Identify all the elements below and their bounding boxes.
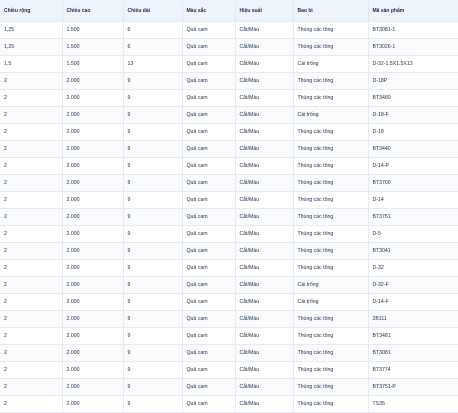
cell-length: 9	[123, 192, 182, 209]
cell-length: 9	[123, 209, 182, 226]
cell-height: 2.000	[62, 90, 123, 107]
cell-product-code: D-18P	[368, 73, 458, 90]
cell-packaging: Thùng các tông	[293, 396, 368, 413]
cell-color: Quả cam	[182, 277, 235, 294]
cell-width: 2	[0, 209, 62, 226]
cell-length: 9	[123, 396, 182, 413]
cell-product-code: D-14-P	[368, 158, 458, 175]
cell-product-code: 2B111	[368, 311, 458, 328]
cell-height: 2.000	[62, 379, 123, 396]
cell-product-code: BT3081	[368, 345, 458, 362]
table-body	[0, 22, 458, 413]
cell-height: 2.000	[62, 328, 123, 345]
cell-height: 1.500	[62, 22, 123, 39]
cell-length: 9	[123, 260, 182, 277]
cell-length: 9	[123, 90, 182, 107]
cell-packaging: Cái trống	[293, 277, 368, 294]
cell-width: 1,25	[0, 39, 62, 56]
cell-height: 2.000	[62, 124, 123, 141]
cell-packaging: Thùng các tông	[293, 209, 368, 226]
cell-color: Quả cam	[182, 124, 235, 141]
cell-color: Quả cam	[182, 192, 235, 209]
cell-product-code: D-32-1.5X1.5X13	[368, 56, 458, 73]
cell-product-code: D-14	[368, 192, 458, 209]
cell-width: 2	[0, 328, 62, 345]
cell-height: 2.000	[62, 192, 123, 209]
cell-color: Quả cam	[182, 73, 235, 90]
cell-product-code: BT3751	[368, 209, 458, 226]
cell-performance: Cắt/Màu	[235, 56, 293, 73]
cell-height: 2.000	[62, 243, 123, 260]
table-row	[0, 56, 458, 73]
header-product-code: Mã sản phẩm	[368, 0, 458, 22]
cell-packaging: Thùng các tông	[293, 73, 368, 90]
cell-width: 2	[0, 243, 62, 260]
cell-color: Quả cam	[182, 141, 235, 158]
cell-packaging: Thùng các tông	[293, 175, 368, 192]
cell-product-code: D-5	[368, 226, 458, 243]
cell-packaging: Thùng các tông	[293, 22, 368, 39]
cell-performance: Cắt/Màu	[235, 209, 293, 226]
cell-height: 2.000	[62, 158, 123, 175]
cell-color: Quả cam	[182, 243, 235, 260]
cell-performance: Cắt/Màu	[235, 362, 293, 379]
cell-width: 2	[0, 277, 62, 294]
cell-height: 2.000	[62, 277, 123, 294]
cell-width: 2	[0, 141, 62, 158]
cell-packaging: Cái trống	[293, 107, 368, 124]
cell-color: Quả cam	[182, 90, 235, 107]
cell-length: 9	[123, 141, 182, 158]
cell-length: 9	[123, 294, 182, 311]
cell-performance: Cắt/Màu	[235, 226, 293, 243]
cell-performance: Cắt/Màu	[235, 396, 293, 413]
cell-performance: Cắt/Màu	[235, 22, 293, 39]
cell-packaging: Thùng các tông	[293, 362, 368, 379]
cell-product-code: BT3751-P	[368, 379, 458, 396]
cell-width: 2	[0, 107, 62, 124]
cell-packaging: Thùng các tông	[293, 243, 368, 260]
table-row	[0, 141, 458, 158]
cell-packaging: Cái trống	[293, 56, 368, 73]
table-row	[0, 209, 458, 226]
table-row	[0, 362, 458, 379]
table-row	[0, 107, 458, 124]
cell-height: 2.000	[62, 226, 123, 243]
cell-product-code: BT3081-1	[368, 22, 458, 39]
header-performance: Hiệu suất	[235, 0, 293, 22]
cell-length: 6	[123, 22, 182, 39]
cell-performance: Cắt/Màu	[235, 107, 293, 124]
cell-product-code: TS35	[368, 396, 458, 413]
cell-performance: Cắt/Màu	[235, 345, 293, 362]
cell-product-code: D-32	[368, 260, 458, 277]
cell-product-code: D-18-F	[368, 107, 458, 124]
cell-packaging: Thùng các tông	[293, 260, 368, 277]
cell-length: 9	[123, 158, 182, 175]
cell-color: Quả cam	[182, 107, 235, 124]
table-row	[0, 226, 458, 243]
cell-packaging: Thùng các tông	[293, 90, 368, 107]
table-row	[0, 396, 458, 413]
cell-performance: Cắt/Màu	[235, 73, 293, 90]
cell-length: 9	[123, 107, 182, 124]
table-row	[0, 22, 458, 39]
header-width: Chiều rộng	[0, 0, 62, 22]
cell-performance: Cắt/Màu	[235, 175, 293, 192]
table-row	[0, 243, 458, 260]
cell-product-code: D-14-F	[368, 294, 458, 311]
cell-performance: Cắt/Màu	[235, 379, 293, 396]
cell-width: 2	[0, 124, 62, 141]
cell-width: 2	[0, 362, 62, 379]
cell-product-code: BT3774	[368, 362, 458, 379]
cell-length: 9	[123, 73, 182, 90]
cell-color: Quả cam	[182, 260, 235, 277]
table-header-row	[0, 0, 458, 22]
cell-color: Quả cam	[182, 22, 235, 39]
cell-color: Quả cam	[182, 175, 235, 192]
cell-color: Quả cam	[182, 294, 235, 311]
cell-performance: Cắt/Màu	[235, 294, 293, 311]
table-row	[0, 175, 458, 192]
cell-height: 2.000	[62, 107, 123, 124]
cell-color: Quả cam	[182, 56, 235, 73]
cell-performance: Cắt/Màu	[235, 158, 293, 175]
table-row	[0, 158, 458, 175]
table-row	[0, 39, 458, 56]
cell-width: 2	[0, 158, 62, 175]
cell-performance: Cắt/Màu	[235, 277, 293, 294]
cell-length: 9	[123, 277, 182, 294]
cell-color: Quả cam	[182, 209, 235, 226]
cell-packaging: Thùng các tông	[293, 379, 368, 396]
cell-color: Quả cam	[182, 345, 235, 362]
cell-product-code: BT3700	[368, 175, 458, 192]
cell-height: 1.500	[62, 39, 123, 56]
cell-length: 9	[123, 175, 182, 192]
cell-height: 1.500	[62, 56, 123, 73]
cell-width: 2	[0, 226, 62, 243]
cell-length: 9	[123, 379, 182, 396]
cell-product-code: BT3481	[368, 328, 458, 345]
cell-height: 2.000	[62, 396, 123, 413]
cell-length: 13	[123, 56, 182, 73]
cell-width: 2	[0, 294, 62, 311]
cell-width: 1,25	[0, 22, 62, 39]
cell-height: 2.000	[62, 141, 123, 158]
cell-performance: Cắt/Màu	[235, 90, 293, 107]
cell-performance: Cắt/Màu	[235, 260, 293, 277]
header-height: Chiều cao	[62, 0, 123, 22]
cell-product-code: BT3041	[368, 243, 458, 260]
cell-color: Quả cam	[182, 362, 235, 379]
header-color: Màu sắc	[182, 0, 235, 22]
cell-packaging: Thùng các tông	[293, 39, 368, 56]
cell-performance: Cắt/Màu	[235, 328, 293, 345]
cell-width: 2	[0, 396, 62, 413]
cell-packaging: Thùng các tông	[293, 345, 368, 362]
cell-length: 6	[123, 39, 182, 56]
cell-packaging: Thùng các tông	[293, 328, 368, 345]
cell-product-code: BT3026-1	[368, 39, 458, 56]
cell-height: 2.000	[62, 345, 123, 362]
cell-packaging: Thùng các tông	[293, 226, 368, 243]
header-packaging: Bao bì	[293, 0, 368, 22]
cell-packaging: Thùng các tông	[293, 192, 368, 209]
table-row	[0, 345, 458, 362]
cell-height: 2.000	[62, 362, 123, 379]
cell-product-code: D-18	[368, 124, 458, 141]
cell-width: 2	[0, 73, 62, 90]
cell-performance: Cắt/Màu	[235, 243, 293, 260]
cell-height: 2.000	[62, 175, 123, 192]
cell-color: Quả cam	[182, 379, 235, 396]
table-row	[0, 294, 458, 311]
cell-width: 1,5	[0, 56, 62, 73]
cell-width: 2	[0, 192, 62, 209]
cell-product-code: BT3440	[368, 141, 458, 158]
cell-performance: Cắt/Màu	[235, 39, 293, 56]
header-length: Chiều dài	[123, 0, 182, 22]
cell-width: 2	[0, 311, 62, 328]
cell-height: 2.000	[62, 73, 123, 90]
table-row	[0, 311, 458, 328]
cell-color: Quả cam	[182, 396, 235, 413]
cell-height: 2.000	[62, 311, 123, 328]
cell-performance: Cắt/Màu	[235, 192, 293, 209]
cell-length: 9	[123, 311, 182, 328]
cell-color: Quả cam	[182, 311, 235, 328]
cell-color: Quả cam	[182, 39, 235, 56]
table-row	[0, 260, 458, 277]
table-row	[0, 277, 458, 294]
cell-width: 2	[0, 345, 62, 362]
table-row	[0, 379, 458, 396]
cell-packaging: Thùng các tông	[293, 311, 368, 328]
table-row	[0, 192, 458, 209]
cell-length: 9	[123, 243, 182, 260]
cell-product-code: D-32-F	[368, 277, 458, 294]
cell-length: 9	[123, 362, 182, 379]
cell-width: 2	[0, 260, 62, 277]
cell-width: 2	[0, 90, 62, 107]
cell-length: 9	[123, 226, 182, 243]
cell-length: 9	[123, 124, 182, 141]
cell-height: 2.000	[62, 209, 123, 226]
cell-width: 2	[0, 175, 62, 192]
table-row	[0, 328, 458, 345]
cell-length: 9	[123, 345, 182, 362]
cell-packaging: Thùng các tông	[293, 141, 368, 158]
cell-packaging: Thùng các tông	[293, 124, 368, 141]
table-row	[0, 73, 458, 90]
cell-product-code: BT3480	[368, 90, 458, 107]
table-row	[0, 124, 458, 141]
cell-performance: Cắt/Màu	[235, 124, 293, 141]
cell-length: 9	[123, 328, 182, 345]
cell-performance: Cắt/Màu	[235, 141, 293, 158]
table-row	[0, 90, 458, 107]
cell-packaging: Cái trống	[293, 294, 368, 311]
cell-height: 2.000	[62, 294, 123, 311]
cell-performance: Cắt/Màu	[235, 311, 293, 328]
cell-width: 2	[0, 379, 62, 396]
cell-color: Quả cam	[182, 158, 235, 175]
cell-color: Quả cam	[182, 328, 235, 345]
cell-color: Quả cam	[182, 226, 235, 243]
cell-height: 2.000	[62, 260, 123, 277]
cell-packaging: Thùng các tông	[293, 158, 368, 175]
